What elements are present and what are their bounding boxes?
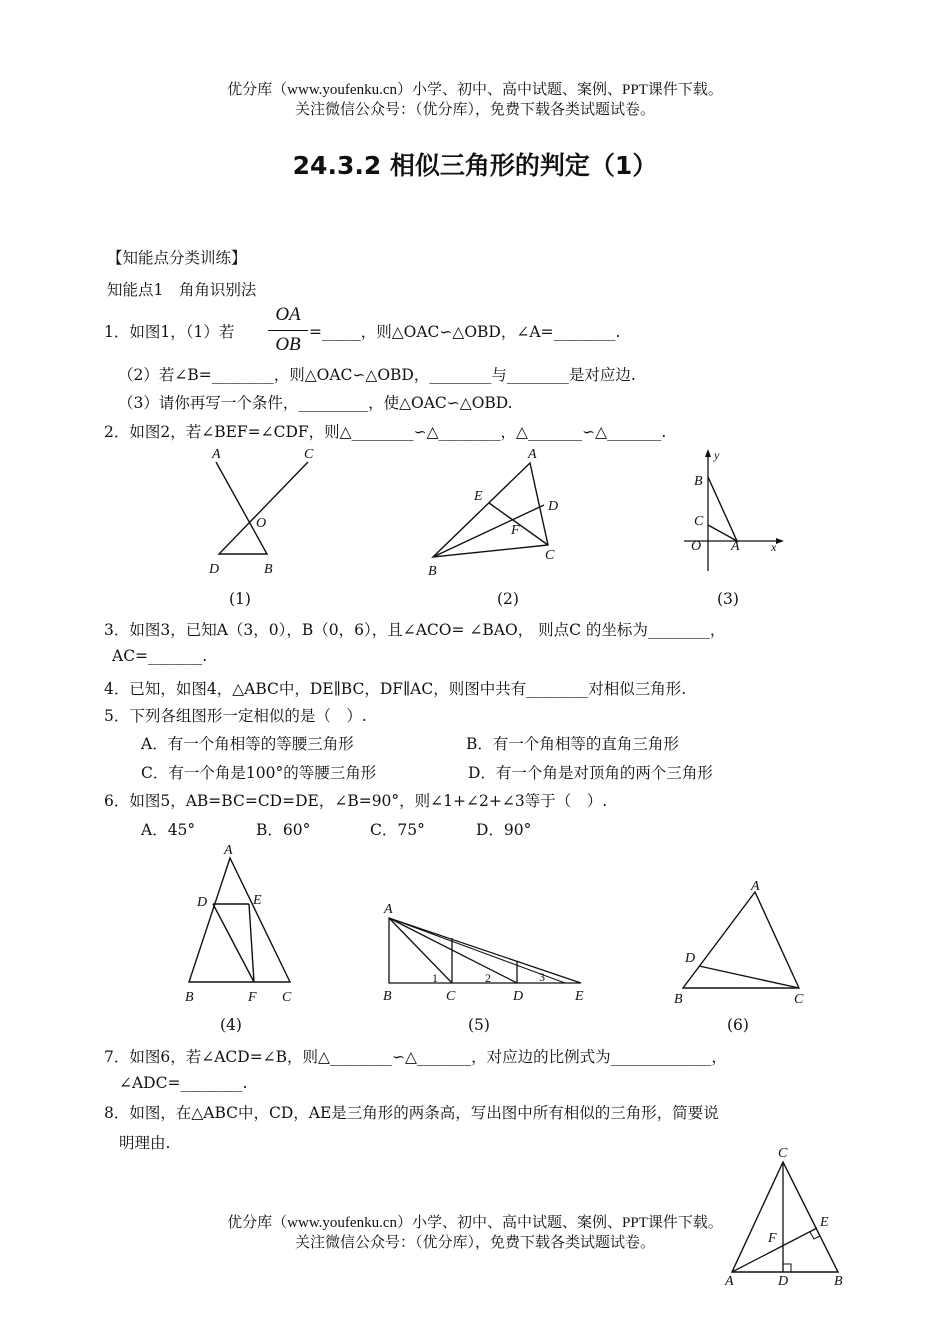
f3-label-a: A [731, 539, 740, 554]
caption-3: (3) [717, 590, 739, 608]
f2-label-a: A [528, 447, 537, 462]
page-title: 24.3.2 相似三角形的判定（1） [292, 151, 658, 180]
figure-2 [420, 445, 570, 580]
q1-part2: （2）若∠B=________，则△OAC∽△OBD，________与________是对应边. [118, 366, 636, 384]
f6-label-b: B [674, 992, 683, 1007]
q1-fraction-bar [268, 330, 308, 331]
f2-label-d: D [548, 499, 559, 514]
q7-text: 7．如图6，若∠ACD=∠B，则△________∽△_______，对应边的比例式为_____________， [104, 1048, 727, 1066]
f8-label-a: A [725, 1274, 734, 1289]
q2-text: 2．如图2，若∠BEF=∠CDF，则△________∽△________，△_______∽△_______. [104, 423, 667, 441]
q1-fraction-numerator: OA [275, 304, 301, 325]
f8-label-d: D [778, 1274, 789, 1289]
f1-label-b: B [264, 562, 273, 577]
q6-stem: 6．如图5，AB=BC=CD=DE，∠B=90°，则∠1+∠2+∠3等于（ ）. [104, 792, 608, 810]
f1-label-c: C [304, 447, 314, 462]
f4-label-b: B [185, 990, 194, 1005]
q1-prefix: 1．如图1，（1）若 [104, 323, 235, 341]
q1-part3: （3）请你再写一个条件，_________，使△OAC∽△OBD. [118, 394, 513, 412]
q8-text-cont: 明理由. [119, 1134, 171, 1152]
q5-option-d: D．有一个角是对顶角的两个三角形 [468, 764, 713, 782]
f6-label-a: A [751, 879, 760, 894]
f5-label-d: D [513, 989, 524, 1004]
header-line-1: 优分库（www.youfenku.cn）小学、初中、高中试题、案例、PPT课件下载。 [227, 82, 723, 98]
f5-angle-3: 3 [539, 970, 545, 984]
f2-label-b: B [428, 564, 437, 579]
section-heading: 【知能点分类训练】 [107, 249, 247, 267]
figure-3 [680, 445, 795, 580]
footer-line-2: 关注微信公众号：（优分库），免费下载各类试题试卷。 [294, 1235, 655, 1251]
q8-text: 8．如图，在△ABC中，CD，AE是三角形的两条高，写出图中所有相似的三角形，简要说 [104, 1104, 719, 1122]
f4-label-c: C [282, 990, 292, 1005]
figure-5 [375, 895, 595, 1010]
f1-label-a: A [212, 447, 221, 462]
f8-label-f: F [768, 1231, 777, 1246]
subsection-heading: 知能点1 角角识别法 [107, 281, 257, 299]
q6-option-c: C．75° [370, 821, 425, 839]
f3-label-b: B [694, 474, 703, 489]
q1-suffix: =_____，则△OAC∽△OBD，∠A=________. [309, 323, 621, 341]
q6-option-b: B．60° [256, 821, 311, 839]
q4-text: 4．已知，如图4，△ABC中，DE∥BC，DF∥AC，则图中共有________对相似三角形. [104, 680, 687, 698]
f5-label-c: C [446, 989, 456, 1004]
f4-label-d: D [197, 895, 208, 910]
q5-stem: 5．下列各组图形一定相似的是（ ）. [104, 707, 367, 725]
f5-angle-1: 1 [432, 971, 438, 985]
f8-label-e: E [820, 1215, 829, 1230]
f3-label-c: C [694, 514, 704, 529]
q3-text-cont: AC=_______. [112, 647, 208, 665]
caption-5: (5) [468, 1016, 490, 1034]
f8-label-c: C [778, 1146, 788, 1161]
f4-label-a: A [224, 843, 233, 858]
f2-label-f: F [511, 523, 520, 538]
f5-label-e: E [575, 989, 584, 1004]
footer-line-1: 优分库（www.youfenku.cn）小学、初中、高中试题、案例、PPT课件下载。 [227, 1215, 723, 1231]
caption-6: (6) [727, 1016, 749, 1034]
caption-4: (4) [220, 1016, 242, 1034]
header-line-2: 关注微信公众号：（优分库），免费下载各类试题试卷。 [294, 102, 655, 118]
f5-label-b: B [383, 989, 392, 1004]
f3-label-x: x [771, 540, 777, 554]
q5-option-c: C．有一个角是100°的等腰三角形 [141, 764, 377, 782]
f5-angle-2: 2 [485, 971, 491, 985]
f1-label-d: D [209, 562, 220, 577]
caption-1: (1) [229, 590, 251, 608]
q7-text-cont: ∠ADC=________. [119, 1074, 248, 1092]
figure-4 [175, 840, 310, 1010]
f3-label-o: O [691, 539, 702, 554]
figure-1 [200, 445, 320, 580]
f6-label-d: D [685, 951, 696, 966]
f1-label-o: O [256, 516, 267, 531]
q6-option-d: D．90° [476, 821, 532, 839]
f4-label-f: F [248, 990, 257, 1005]
q6-option-a: A．45° [141, 821, 196, 839]
q1-fraction-denominator: OB [275, 334, 301, 355]
figure-6 [665, 870, 815, 1010]
q5-option-a: A．有一个角相等的等腰三角形 [141, 735, 354, 753]
q5-option-b: B．有一个角相等的直角三角形 [466, 735, 679, 753]
f5-label-a: A [384, 902, 393, 917]
f3-label-y: y [714, 448, 720, 462]
f4-label-e: E [253, 893, 262, 908]
f2-label-c: C [545, 548, 555, 563]
f2-label-e: E [474, 489, 483, 504]
f8-label-b: B [834, 1274, 843, 1289]
caption-2: (2) [497, 590, 519, 608]
f6-label-c: C [794, 992, 804, 1007]
q3-text: 3．如图3，已知A（3，0），B（0，6），且∠ACO= ∠BAO， 则点C 的坐标为________， [104, 621, 726, 639]
